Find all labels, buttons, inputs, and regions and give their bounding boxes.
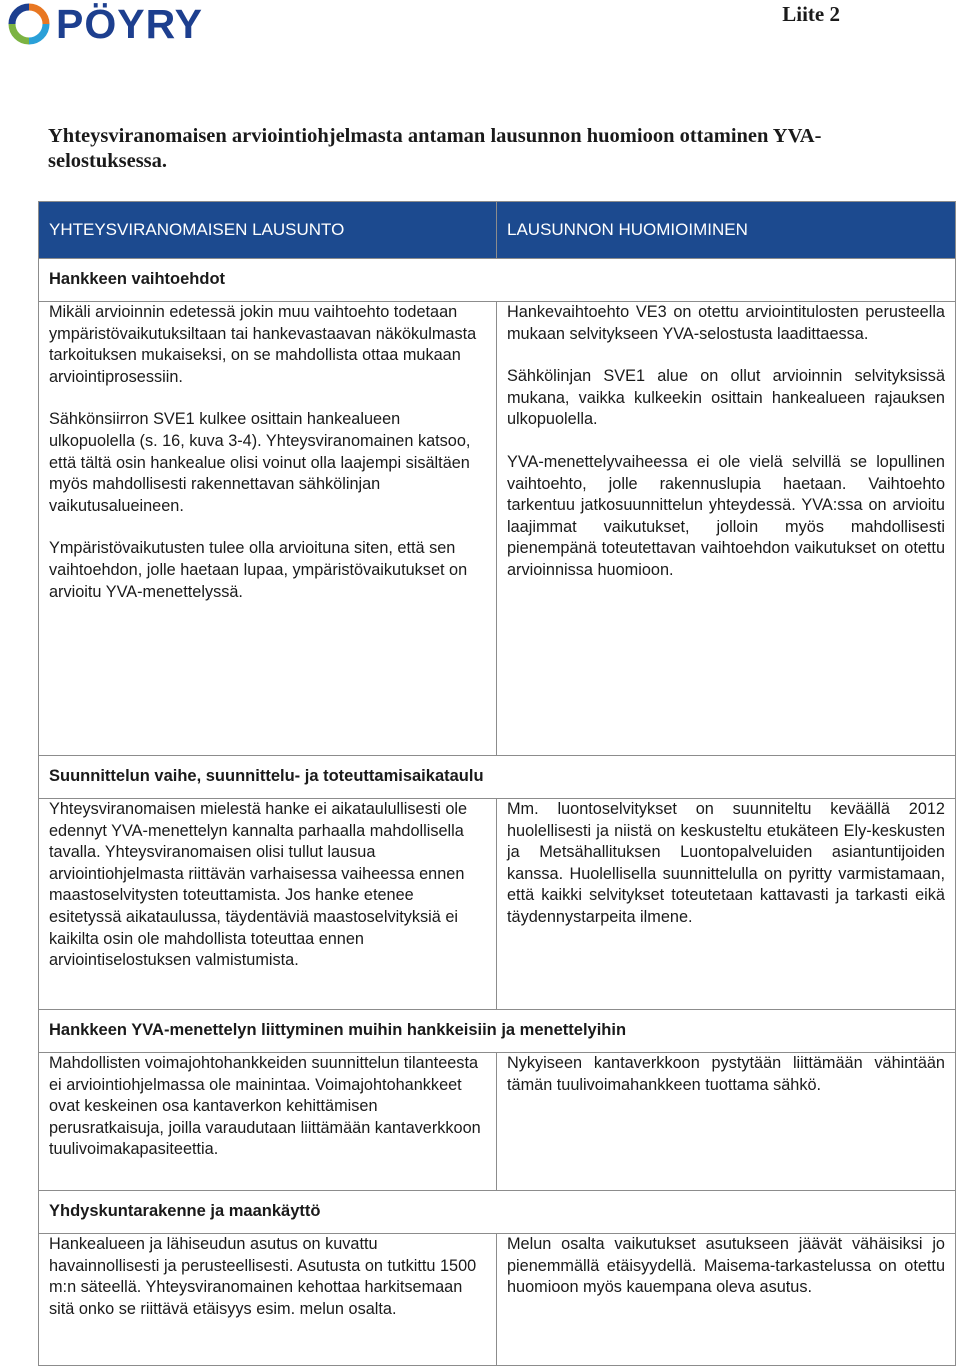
logo-wordmark: PÖYRY bbox=[56, 1, 204, 47]
response-cell bbox=[497, 799, 956, 1010]
section-title-land-use: Yhdyskuntarakenne ja maankäyttö bbox=[39, 1191, 956, 1234]
table-row bbox=[39, 1053, 956, 1191]
statement-cell bbox=[39, 1234, 497, 1366]
appendix-label: Liite 2 bbox=[782, 2, 840, 26]
poyry-logo-mark-icon bbox=[6, 2, 52, 46]
column-header-consideration: LAUSUNNON HUOMIOIMINEN bbox=[497, 202, 956, 259]
statement-paragraph: Yhteysviranomaisen mielestä hanke ei aikataulullisesti ole edennyt YVA-menettelyn kannalta parhaalla mahdollisella tavalla. Yhteysviranomaisen olisi tullut lausua arviointiohjelmasta riittävän varhaisessa vaiheessa ennen maastoselvitysten toteuttamista. Jos hanke etenee esitetyssä aikataulussa, täydentäviä maastoselvityksiä ei kaikilta osin ole mahdollista toteuttaa ennen arviointiselostuksen valmistumista. bbox=[49, 800, 468, 970]
response-cell bbox=[497, 1234, 956, 1366]
section-title-related-projects: Hankkeen YVA-menettelyn liittyminen muihin hankkeisiin ja menettelyihin bbox=[39, 1010, 956, 1053]
document-title: Yhteysviranomaisen arviointiohjelmasta antaman lausunnon huomioon ottaminen YVA-selostuksessa. bbox=[48, 125, 822, 172]
statement-paragraph: Mahdollisten voimajohtohankkeiden suunnittelun tilanteesta ei arviointiohjelmassa ole mainintaa. Voimajohtohankkeet ovat keskeinen osa kantaverkon kehittämisen perusratkaisuja, joilla varaudutaan liittämään kantaverkkoon tuulivoimakapasiteettia. bbox=[49, 1054, 481, 1159]
response-paragraph: Sähkölinjan SVE1 alue on ollut arvioinnin selvityksissä mukana, vaikka kulkeekin osittain hankealueen rajauksen ulkopuolella. bbox=[507, 367, 945, 429]
statement-table bbox=[38, 201, 956, 1366]
response-paragraph: Mm. luontoselvitykset on suunniteltu keväällä 2012 huolellisesti ja niistä on keskusteltu etukäteen Ely-keskusten ja Metsähallituksen Luontopalveluiden asiantuntijoiden kanssa. Huolellisella suunnittelulla on pyritty varmistamaan, että kaikki selvitykset toteutetaan kattavasti ja tarkasti eikä täydennystarpeita ilmene. bbox=[507, 800, 945, 926]
statement-cell bbox=[39, 799, 497, 1010]
statement-paragraph: Sähkönsiirron SVE1 kulkee osittain hankealueen ulkopuolella (s. 16, kuva 3-4). Yhteysviranomainen katsoo, että tältä osin hankealue olisi voinut olla laajempi sisältäen myös mahdollisesti rakennettavan sähkölinjan vaikutusalueineen. bbox=[49, 410, 471, 515]
poyry-logo bbox=[6, 2, 256, 46]
section-title-schedule: Suunnittelun vaihe, suunnittelu- ja toteuttamisaikataulu bbox=[39, 756, 956, 799]
table-header-row bbox=[39, 202, 956, 259]
response-cell bbox=[497, 1053, 956, 1191]
statement-paragraph: Hankealueen ja lähiseudun asutus on kuvattu havainnollisesti ja perusteellisesti. Asutusta on tutkittu 1500 m:n säteellä. Yhteysviranomainen kehottaa harkitsemaan sitä onko se riittävä etäisyys esim. melun osalta. bbox=[49, 1235, 477, 1318]
statement-cell bbox=[39, 1053, 497, 1191]
statement-cell bbox=[39, 302, 497, 756]
response-paragraph: YVA-menettelyvaiheessa ei ole vielä selvillä se lopullinen vaihtoehto, jolle rakennuslupia haetaan. Vaihtoehto tarkentuu jatkosuunnittelun yhteydessä. YVA:ssa on arvioitu laajimmat vaikutukset, jolloin myös mahdollisesti pienempänä toteutettavan vaihtoehdon vaikutukset on otettu arvioinnissa huomioon. bbox=[507, 452, 945, 579]
table-row bbox=[39, 799, 956, 1010]
statement-paragraph: Ympäristövaikutusten tulee olla arvioituna siten, että sen vaihtoehdon, jolle haetaan lupaa, ympäristövaikutukset on arvioitu YVA-menettelyssä. bbox=[49, 539, 468, 601]
section-heading-row bbox=[39, 259, 956, 302]
section-heading-row bbox=[39, 1010, 956, 1053]
response-paragraph: Hankevaihtoehto VE3 on otettu arviointitulosten perusteella mukaan selvitykseen YVA-selostusta laadittaessa. bbox=[507, 303, 945, 343]
section-heading-row bbox=[39, 1191, 956, 1234]
section-heading-row bbox=[39, 756, 956, 799]
response-paragraph: Nykyiseen kantaverkkoon pystytään liittämään vähintään tämän tuulivoimahankkeen tuottama sähkö. bbox=[507, 1054, 945, 1094]
statement-paragraph: Mikäli arvioinnin edetessä jokin muu vaihtoehto todetaan ympäristövaikutuksiltaan tai hankevastaavan näkökulmasta tarkoituksen mukaiseksi, on se mahdollista ottaa mukaan arviointiprosessiin. bbox=[49, 303, 477, 386]
response-paragraph: Melun osalta vaikutukset asutukseen jäävät vähäisiksi jo pienemmällä etäisyydellä. Maisema-tarkastelussa on otettu huomioon myös kauempana oleva asutus. bbox=[507, 1235, 945, 1297]
section-title-alternatives: Hankkeen vaihtoehdot bbox=[39, 259, 956, 302]
table-row bbox=[39, 302, 956, 756]
table-row bbox=[39, 1234, 956, 1366]
column-header-statement: YHTEYSVIRANOMAISEN LAUSUNTO bbox=[39, 202, 497, 259]
response-cell bbox=[497, 302, 956, 756]
